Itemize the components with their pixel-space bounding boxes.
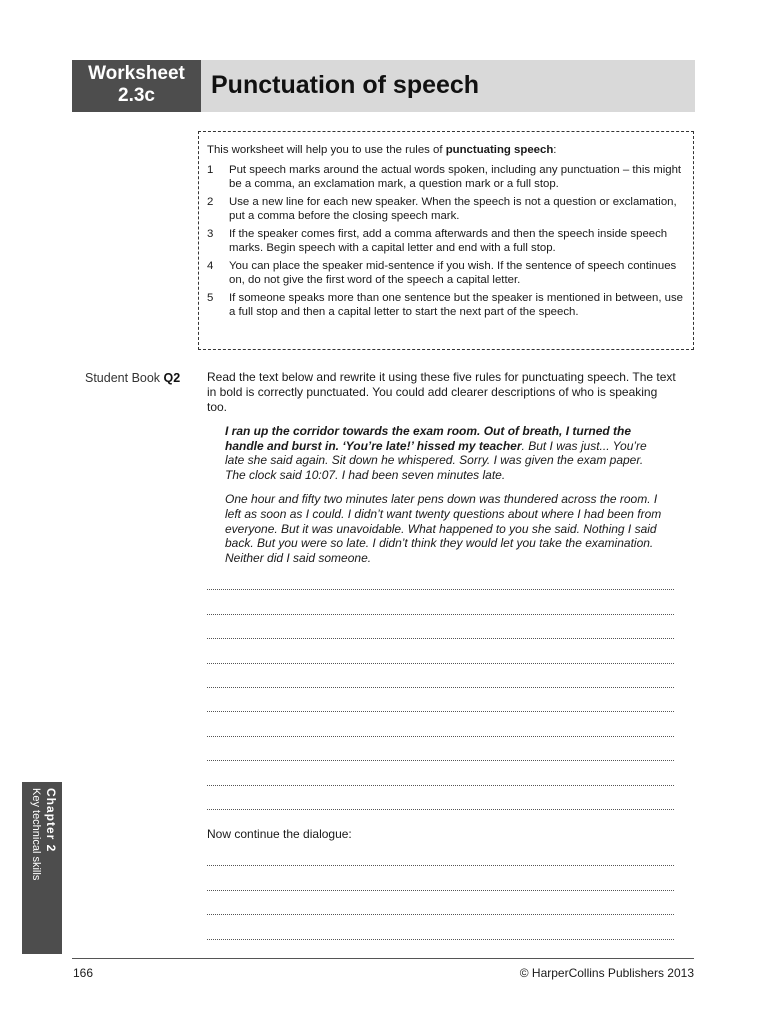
title-bar	[201, 60, 695, 112]
student-book-reference	[85, 371, 180, 385]
footer-divider	[72, 958, 694, 959]
passage-paragraph-2: One hour and fifty two minutes later pens down was thundered across the room. I left as soon as I could. I didn’t want twenty questions about where I had been from everyone. But it was unavoidable. What happened to you she said. Nothing I said back. But you were so late. I didn’t think they would let you take the examination. Neither did I said someone.	[225, 492, 662, 565]
page-number: 166	[73, 966, 94, 980]
writing-line[interactable]	[207, 712, 674, 736]
writing-line[interactable]	[207, 639, 674, 663]
chapter-tab	[22, 782, 62, 954]
rule-text: You can place the speaker mid-sentence if you wish. If the sentence of speech continues on, do not give the first word of the speech a capital letter.	[229, 259, 677, 286]
rule-number: 1	[207, 163, 214, 176]
rule-text: Put speech marks around the actual words spoken, including any punctuation – this might be a comma, an exclamation mark, a question mark or a full stop.	[229, 163, 682, 190]
rule-text: If the speaker comes first, add a comma afterwards and then the speech inside speech marks. Begin speech with a capital letter and end with a full stop.	[229, 227, 668, 254]
page-title: Punctuation of speech	[211, 71, 480, 99]
rule-item	[207, 259, 685, 288]
rule-item	[207, 195, 685, 224]
rule-number: 5	[207, 291, 214, 304]
passage-paragraph-1	[225, 424, 665, 482]
rules-intro-bold: punctuating speech	[445, 144, 554, 156]
rule-item	[207, 227, 685, 256]
writing-line[interactable]	[207, 664, 674, 688]
passage-bold-text: I ran up the corridor towards the exam room. Out of breath, I turned the handle and burst in. ‘You’re late!’ hissed my teacher	[225, 424, 632, 453]
rule-item	[207, 291, 685, 320]
rule-number: 2	[207, 195, 214, 208]
rule-text: Use a new line for each new speaker. When the speech is not a question or exclamation, put a comma before the closing speech mark.	[229, 195, 677, 222]
rule-number: 3	[207, 227, 214, 240]
writing-line[interactable]	[207, 786, 674, 810]
writing-line[interactable]	[207, 915, 674, 939]
copyright: © HarperCollins Publishers 2013	[519, 966, 694, 980]
student-book-label: Student Book	[85, 371, 164, 385]
rules-list	[207, 163, 685, 320]
writing-line[interactable]	[207, 590, 674, 614]
question-number: Q2	[163, 371, 181, 385]
question-instruction: Read the text below and rewrite it using these five rules for punctuating speech. The text in bold is correctly punctuated. You could add clearer descriptions of who is speaking too.	[207, 370, 676, 414]
rule-item	[207, 163, 685, 192]
writing-line[interactable]	[207, 866, 674, 890]
passage	[225, 424, 665, 575]
continue-lines	[207, 842, 674, 940]
writing-line[interactable]	[207, 566, 674, 590]
rule-text: If someone speaks more than one sentence but the speaker is mentioned in between, use a full stop and then a capital letter to start the next part of the speech.	[229, 291, 684, 318]
rules-box	[198, 131, 694, 350]
answer-lines	[207, 566, 674, 810]
chapter-subtitle: Key technical skills	[30, 788, 42, 881]
rules-intro-prefix: This worksheet will help you to use the rules of	[207, 144, 446, 156]
writing-line[interactable]	[207, 891, 674, 915]
writing-line[interactable]	[207, 761, 674, 785]
passage-text: . But I was just... You’re late she said again. Sit down he whispered. Sorry. I was given the exam paper. The clock said 10:07. I had been seven minutes late.	[225, 438, 647, 482]
rules-intro-suffix: :	[553, 144, 557, 156]
writing-line[interactable]	[207, 615, 674, 639]
worksheet-label: Worksheet	[88, 63, 185, 84]
writing-line[interactable]	[207, 737, 674, 761]
rule-number: 4	[207, 259, 214, 272]
rules-intro	[207, 143, 685, 158]
chapter-title: Chapter 2	[44, 788, 58, 853]
worksheet-number: 2.3c	[118, 85, 155, 106]
writing-line[interactable]	[207, 688, 674, 712]
writing-line[interactable]	[207, 842, 674, 866]
worksheet-badge	[72, 60, 201, 112]
continue-label: Now continue the dialogue:	[207, 827, 352, 841]
